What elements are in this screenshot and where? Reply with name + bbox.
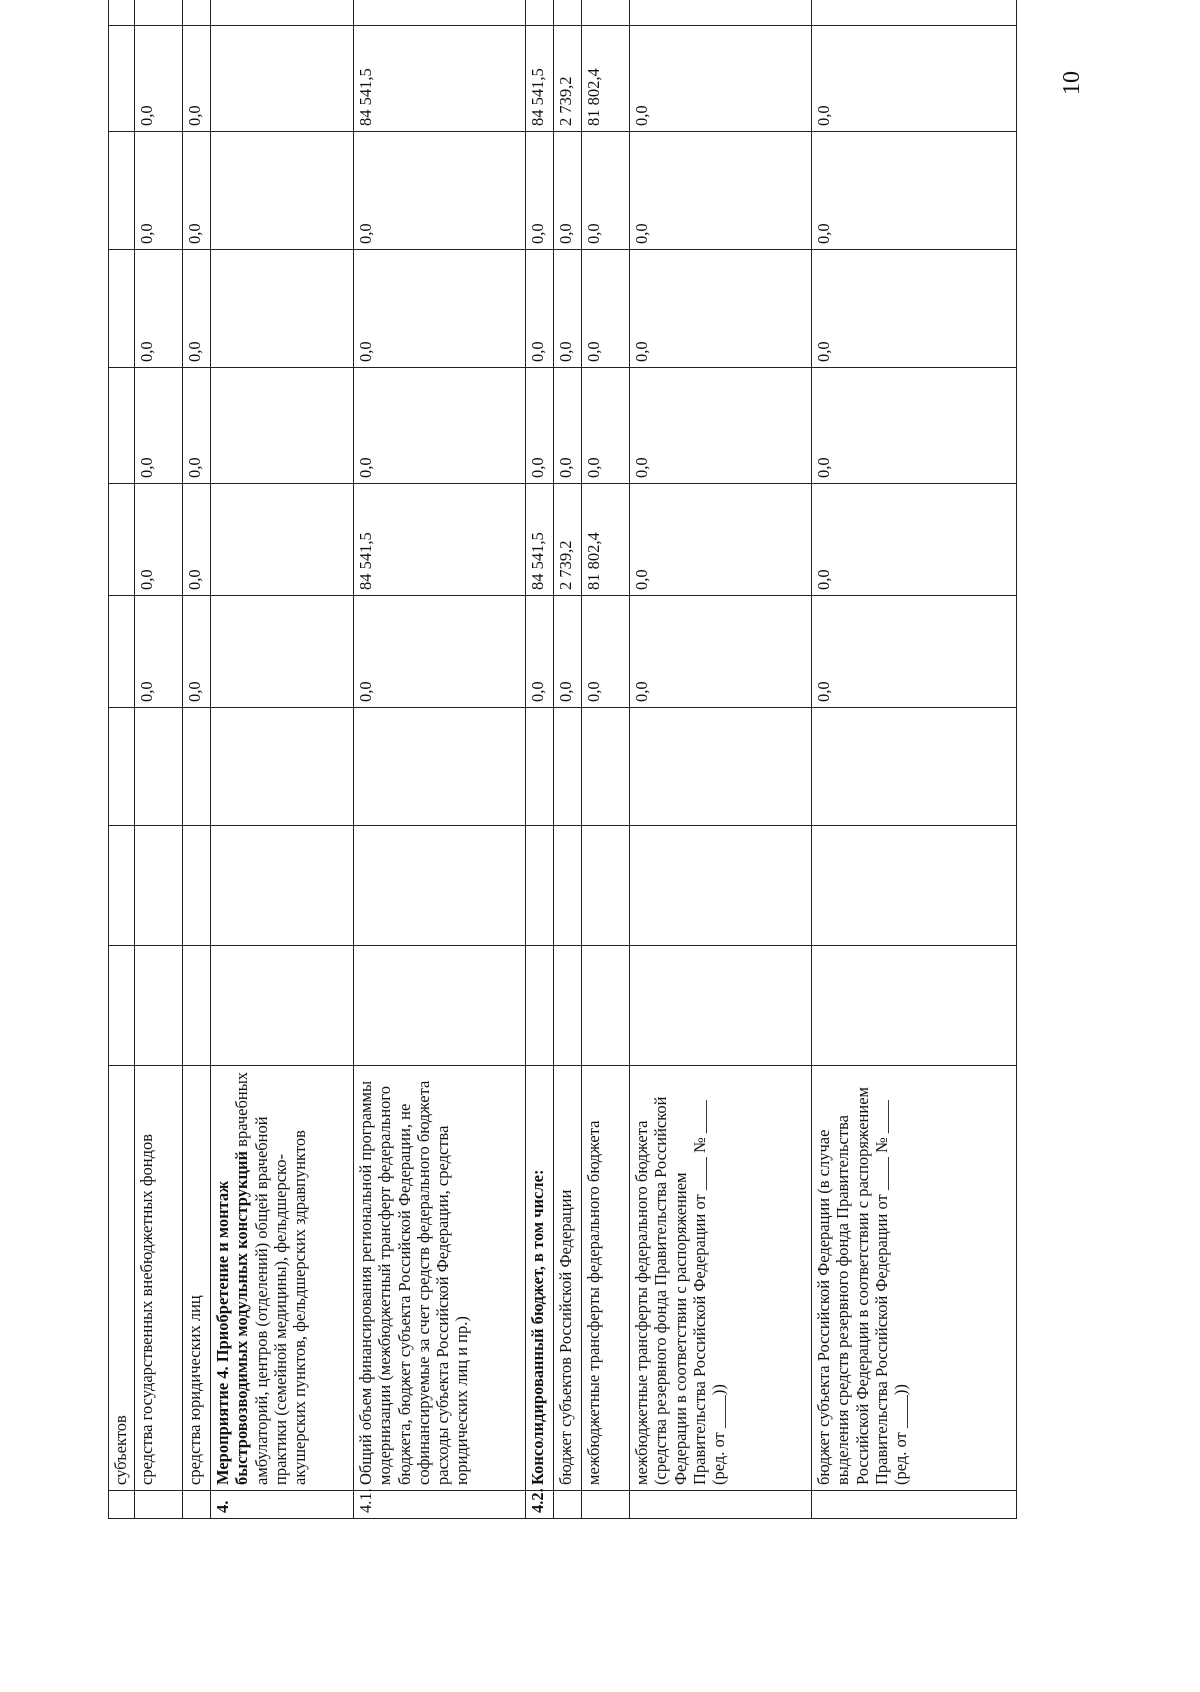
value-cell [582, 0, 630, 26]
value-cell [135, 946, 183, 1066]
value-cell [135, 708, 183, 826]
table-row [211, 0, 354, 1519]
value-cell: 0,0 [354, 250, 526, 368]
row-number [554, 1491, 582, 1519]
value-cell: 0,0 [526, 368, 554, 484]
value-cell: 0,0 [183, 596, 211, 708]
value-cell: 0,0 [630, 26, 812, 132]
value-cell [354, 0, 526, 26]
value-cell [526, 708, 554, 826]
value-cell [812, 0, 1017, 26]
value-cell: 81 802,4 [582, 26, 630, 132]
value-cell: 0,0 [183, 368, 211, 484]
value-cell [812, 826, 1017, 946]
table-row [135, 0, 183, 1519]
table-row [526, 0, 554, 1519]
value-cell [630, 0, 812, 26]
value-cell [109, 26, 135, 132]
value-cell [183, 946, 211, 1066]
value-cell: 84 541,5 [354, 484, 526, 596]
value-cell: 0,0 [554, 250, 582, 368]
table-row [582, 0, 630, 1519]
value-cell: 0,0 [135, 26, 183, 132]
value-cell: 0,0 [630, 596, 812, 708]
value-cell: 0,0 [812, 250, 1017, 368]
value-cell: 84 541,5 [526, 26, 554, 132]
table-row [354, 0, 526, 1519]
value-cell [211, 708, 354, 826]
value-cell: 0,0 [582, 250, 630, 368]
row-number [135, 1491, 183, 1519]
value-cell: 0,0 [582, 368, 630, 484]
value-cell [135, 0, 183, 26]
value-cell: 0,0 [183, 250, 211, 368]
value-cell [630, 946, 812, 1066]
value-cell [211, 368, 354, 484]
row-number [109, 1491, 135, 1519]
row-name: бюджет субъекта Российской Федерации (в случае выделения средств резервного фонда Правительства Российской Федерации в соответствии с распоряжением Правительства Российской Федерации от ____ № ____ (ред. от ____)) [812, 1066, 1017, 1491]
value-cell: 0,0 [354, 132, 526, 250]
row-name: средства государственных внебюджетных фондов [135, 1066, 183, 1491]
value-cell: 0,0 [526, 250, 554, 368]
value-cell [582, 708, 630, 826]
value-cell [526, 946, 554, 1066]
row-number [630, 1491, 812, 1519]
row-name: Консолидированный бюджет, в том числе: [526, 1066, 554, 1491]
value-cell [554, 708, 582, 826]
row-name: средства юридических лиц [183, 1066, 211, 1491]
value-cell [554, 0, 582, 26]
row-number [183, 1491, 211, 1519]
value-cell [183, 708, 211, 826]
row-name: субъектов [109, 1066, 135, 1491]
value-cell [109, 484, 135, 596]
value-cell: 0,0 [554, 368, 582, 484]
value-cell: 0,0 [135, 596, 183, 708]
table-row [183, 0, 211, 1519]
row-number [582, 1491, 630, 1519]
value-cell: 0,0 [812, 132, 1017, 250]
value-cell [109, 250, 135, 368]
value-cell [109, 132, 135, 250]
value-cell: 0,0 [135, 368, 183, 484]
row-name: Общий объем финансирования региональной программы модернизации (межбюджетный трансферт федерального бюджета, бюджет субъекта Российской Федерации, не софинансируемые за счет средств федерального бюджета расходы субъекта Российской Федерации, средства юридических лиц и пр.) [354, 1066, 526, 1491]
page-number: 10 [1059, 71, 1085, 95]
table-body [109, 0, 1017, 1519]
value-cell: 0,0 [526, 596, 554, 708]
value-cell: 2 739,2 [554, 484, 582, 596]
value-cell: 0,0 [582, 132, 630, 250]
value-cell [582, 826, 630, 946]
row-name: межбюджетные трансферты федерального бюджета [582, 1066, 630, 1491]
value-cell [211, 250, 354, 368]
value-cell: 0,0 [812, 26, 1017, 132]
value-cell: 0,0 [135, 484, 183, 596]
value-cell [211, 484, 354, 596]
value-cell: 84 541,5 [354, 26, 526, 132]
value-cell [109, 708, 135, 826]
table-row [630, 0, 812, 1519]
value-cell [109, 596, 135, 708]
value-cell: 84 541,5 [526, 484, 554, 596]
value-cell [211, 26, 354, 132]
value-cell [211, 132, 354, 250]
value-cell: 0,0 [812, 368, 1017, 484]
value-cell: 0,0 [135, 132, 183, 250]
value-cell: 0,0 [630, 368, 812, 484]
table-row [554, 0, 582, 1519]
value-cell: 0,0 [630, 250, 812, 368]
value-cell: 0,0 [630, 484, 812, 596]
value-cell [354, 708, 526, 826]
value-cell [109, 0, 135, 26]
value-cell [354, 826, 526, 946]
value-cell: 0,0 [183, 132, 211, 250]
row-number: 4.1. [354, 1491, 526, 1519]
value-cell [812, 946, 1017, 1066]
value-cell [582, 946, 630, 1066]
row-name-bold-part: Мероприятие 4. Приобретение и монтаж быстровозводимых модульных конструкций [213, 1150, 252, 1485]
row-number: 4. [211, 1491, 354, 1519]
value-cell: 0,0 [630, 132, 812, 250]
value-cell [211, 946, 354, 1066]
value-cell [554, 946, 582, 1066]
value-cell [109, 946, 135, 1066]
row-number [812, 1491, 1017, 1519]
rotated-table-wrapper [108, 68, 1016, 1519]
value-cell: 0,0 [354, 596, 526, 708]
value-cell [109, 368, 135, 484]
value-cell [109, 826, 135, 946]
value-cell: 0,0 [526, 132, 554, 250]
value-cell [554, 826, 582, 946]
value-cell: 0,0 [554, 596, 582, 708]
value-cell: 81 802,4 [582, 484, 630, 596]
row-name: бюджет субъектов Российской Федерации [554, 1066, 582, 1491]
value-cell [630, 708, 812, 826]
value-cell [183, 826, 211, 946]
value-cell: 0,0 [135, 250, 183, 368]
value-cell: 2 739,2 [554, 26, 582, 132]
table-row [109, 0, 135, 1519]
value-cell [354, 946, 526, 1066]
value-cell [135, 826, 183, 946]
row-name [211, 1066, 354, 1491]
value-cell: 0,0 [582, 596, 630, 708]
financing-table [108, 0, 1017, 1519]
value-cell [211, 0, 354, 26]
value-cell [526, 826, 554, 946]
value-cell: 0,0 [183, 26, 211, 132]
row-number: 4.2. [526, 1491, 554, 1519]
value-cell [812, 708, 1017, 826]
value-cell: 0,0 [354, 368, 526, 484]
value-cell: 0,0 [812, 596, 1017, 708]
value-cell: 0,0 [812, 484, 1017, 596]
value-cell [526, 0, 554, 26]
value-cell [211, 596, 354, 708]
value-cell: 0,0 [183, 484, 211, 596]
value-cell [211, 826, 354, 946]
row-name: межбюджетные трансферты федерального бюджета (средства резервного фонда Правительства Российской Федерации в соответствии с распоряжением Правительства Российской Федерации от ____ № ____ (ред. от ____)) [630, 1066, 812, 1491]
row-name-rest: врачебных амбулаторий, центров (отделений) общей врачебной практики (семейной медицины), фельдшерско-акушерских пунктов, фельдшерских здравпунктов [232, 1071, 310, 1485]
table-row [812, 0, 1017, 1519]
value-cell: 0,0 [554, 132, 582, 250]
value-cell [630, 826, 812, 946]
value-cell [183, 0, 211, 26]
